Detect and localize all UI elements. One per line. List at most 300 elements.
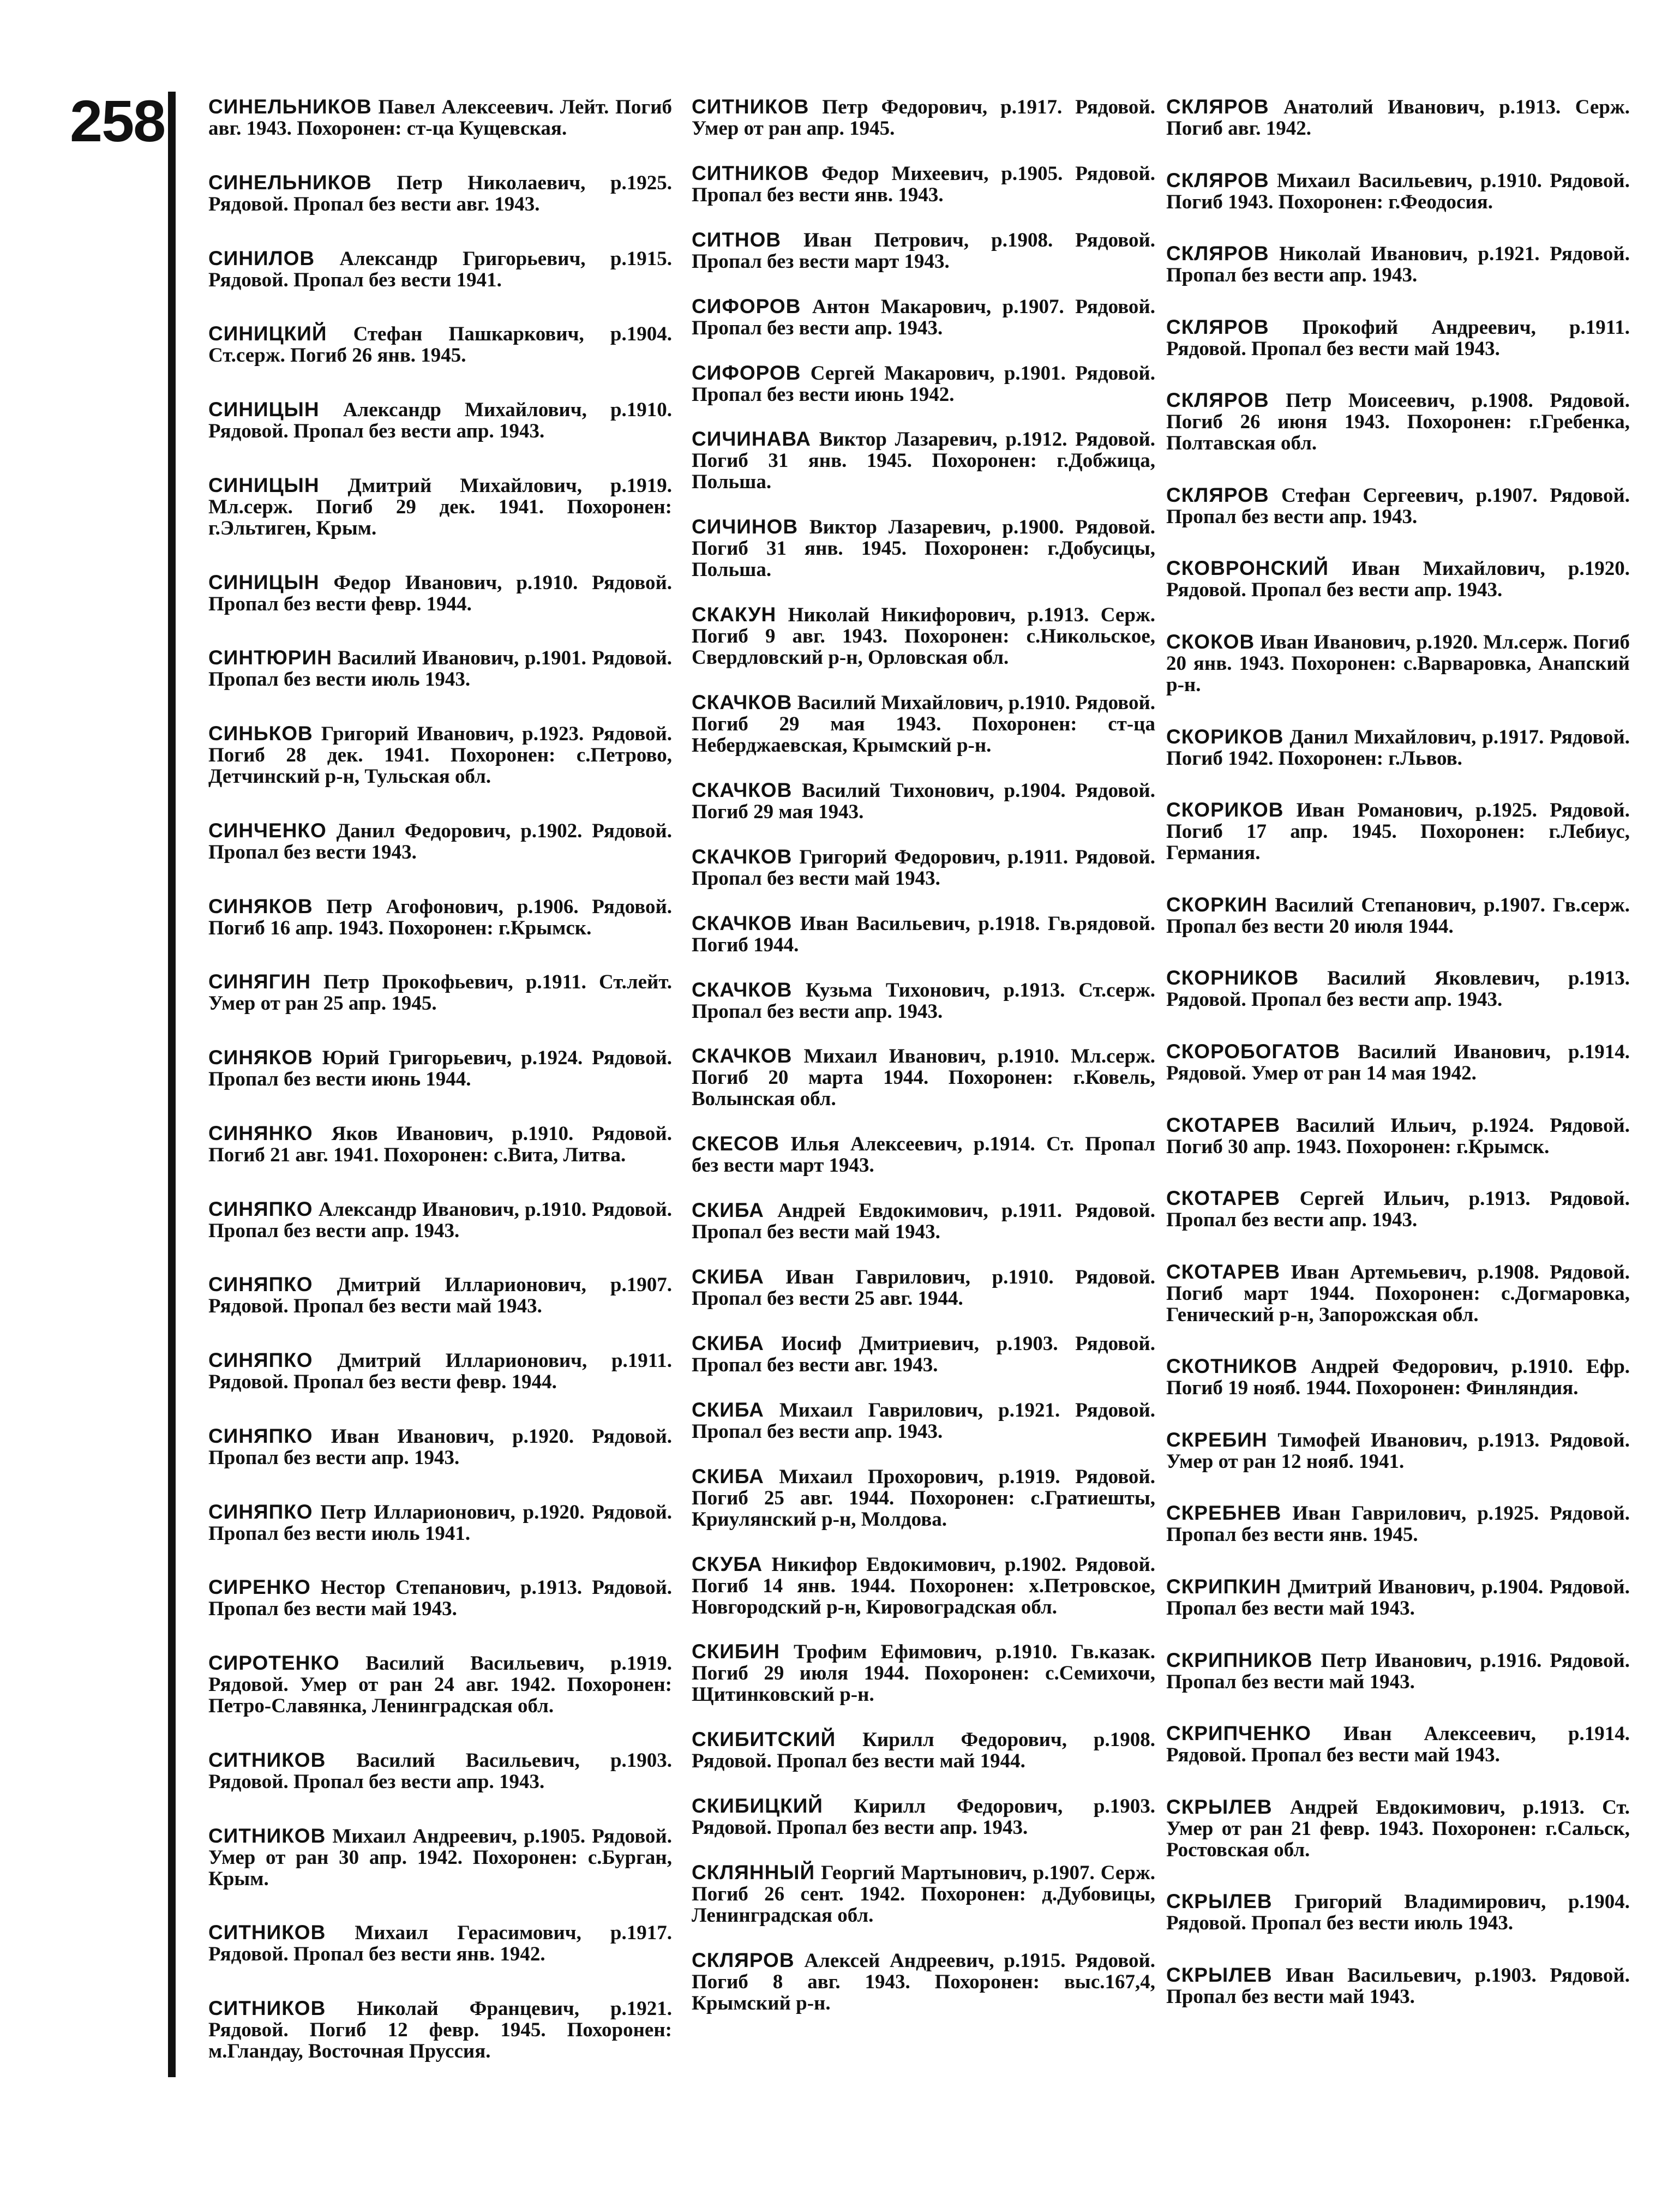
entry-given-name: Андрей Евдокимович, — [777, 1200, 988, 1222]
entry-surname: СКИБА — [692, 1398, 764, 1421]
entry-surname: СИТНИКОВ — [208, 1921, 326, 1944]
entry-details: р.1910. Ефр. Погиб 19 нояб. 1944. Похоронен: Финляндия. — [1166, 1356, 1630, 1400]
entry-surname: СКОТАРЕВ — [1166, 1187, 1281, 1210]
entry-details: р.1914. Ст. Пропал без вести март 1943. — [692, 1133, 1156, 1177]
entry-surname: СКРИПКИН — [1166, 1575, 1282, 1598]
entry — [692, 779, 1155, 823]
entry-surname: СКОРНИКОВ — [1166, 967, 1299, 989]
entry — [1166, 1576, 1630, 1619]
entry — [692, 1862, 1155, 1926]
entry-details: р.1908. Рядовой. Пропал без вести март 1943. — [692, 229, 1156, 273]
entry-given-name: Василий Иванович, — [1358, 1040, 1551, 1063]
entry-details: р.1910. Рядовой. Пропал без вести 25 авг. 1944. — [692, 1266, 1156, 1310]
entry-details: р.1910. Рядовой. Пропал без вести апр. 1943. — [208, 1198, 673, 1242]
entry-details: р.1913. Ст.серж. Пропал без вести апр. 1943. — [692, 979, 1156, 1023]
entry — [692, 96, 1155, 139]
entry-details: р.1904. Ст.серж. Погиб 26 янв. 1945. — [208, 323, 672, 367]
entry-given-name: Федор Михеевич, — [821, 162, 989, 185]
entry-surname: СКЛЯРОВ — [1166, 389, 1269, 412]
entry-given-name: Нестор Степанович, — [320, 1576, 511, 1599]
entry — [1166, 1429, 1630, 1472]
entry-given-name: Михаил Герасимович, — [355, 1922, 581, 1945]
entry-details: р.1915. Рядовой. Пропал без вести 1941. — [208, 247, 672, 291]
entry-given-name: Андрей Евдокимович, — [1289, 1796, 1505, 1819]
margin-rule — [168, 92, 176, 2077]
entry-details: р.1906. Рядовой. Погиб 16 апр. 1943. Похоронен: г.Крымск. — [208, 895, 673, 939]
entry-details: р.1925. Рядовой. Пропал без вести авг. 1943. — [208, 171, 673, 215]
entry-surname: СКЛЯННЫЙ — [692, 1861, 815, 1884]
entry-details: р.1911. Рядовой. Пропал без вести май 1943. — [692, 845, 1155, 890]
entry-surname: СКАКУН — [692, 603, 777, 626]
entry-given-name: Дмитрий Илларионович, — [337, 1350, 587, 1372]
entry — [208, 820, 672, 863]
entry-given-name: Василий Васильевич, — [365, 1652, 585, 1675]
entry — [692, 1045, 1155, 1110]
entry — [208, 1749, 672, 1792]
entry-surname: СКОКОВ — [1166, 631, 1255, 653]
entry-surname: СКОРКИН — [1166, 893, 1268, 916]
entry-given-name: Василий Михайлович, — [797, 692, 1004, 714]
entry-details: р.1919. Рядовой. Умер от ран 24 авг. 1942. Похоронен: Петро-Славянка, Ленинградская обл. — [208, 1652, 673, 1717]
entry — [208, 1425, 672, 1468]
entry — [692, 1399, 1155, 1442]
entry-details: р.1910. Рядовой. Погиб 21 авг. 1941. Похоронен: с.Вита, Литва. — [208, 1122, 672, 1166]
entry-given-name: Кирилл Федорович, — [862, 1729, 1067, 1752]
entry — [208, 1922, 672, 1965]
entry-surname: СИФОРОВ — [692, 295, 801, 317]
entry-given-name: Яков Иванович, — [331, 1122, 494, 1145]
entry-details: р.1920. Мл.серж. Погиб 20 янв. 1943. Похоронен: с.Варваровка, Анапский р-н. — [1166, 631, 1630, 697]
entry-details: р.1910. Рядовой. Пропал без вести февр. 1944. — [208, 571, 673, 615]
entry-given-name: Иосиф Дмитриевич, — [781, 1332, 979, 1355]
entry-given-name: Стефан Сергеевич, — [1281, 484, 1464, 507]
entry — [1166, 1041, 1630, 1084]
entry — [1166, 1188, 1630, 1231]
entry-details: р.1901. Рядовой. Пропал без вести июнь 1942. — [692, 362, 1155, 406]
entry — [208, 896, 672, 939]
entry-details: р.1903. Рядовой. Пропал без вести авг. 1943. — [692, 1332, 1155, 1376]
entry — [1166, 1964, 1630, 2007]
entry-surname: СКИБА — [692, 1332, 764, 1354]
entry-details: р.1920. Рядовой. Пропал без вести июль 1941. — [208, 1501, 673, 1545]
entry-details: р.1915. Рядовой. Погиб 8 авг. 1943. Похоронен: выс.167,4, Крымский р-н. — [692, 1949, 1156, 2014]
entry-surname: СИНЕЛЬНИКОВ — [208, 171, 372, 194]
entry-details: Лейт. Погиб авг. 1943. Похоронен: ст-ца Кущевская. — [208, 96, 673, 140]
entry-surname: СИНЯПКО — [208, 1349, 313, 1371]
entry-details: р.1913. Рядовой. Умер от ран 12 нояб. 1941. — [1166, 1429, 1630, 1473]
entry — [208, 1998, 672, 2062]
entry-details: р.1908. Рядовой. Погиб март 1944. Похоронен: с.Догмаровка, Генический р-н, Запорожская обл. — [1166, 1261, 1630, 1326]
entry-details: р.1902. Рядовой. Погиб 14 янв. 1944. Похоронен: х.Петровское, Новгородский р-н, Кировоградская обл. — [692, 1553, 1156, 1618]
entry — [1166, 1650, 1630, 1693]
entry — [1166, 1356, 1630, 1399]
entry-surname: СИТНИКОВ — [208, 1997, 326, 2019]
entry-surname: СКИБИЦКИЙ — [692, 1795, 823, 1818]
entry-given-name: Сергей Ильич, — [1299, 1188, 1450, 1210]
entry-given-name: Трофим Ефимович, — [794, 1641, 982, 1664]
entry-details: р.1913. Ст. Умер от ран 21 февр. 1943. Похоронен: г.Сальск, Ростовская обл. — [1166, 1796, 1630, 1861]
entry-surname: СИНТЮРИН — [208, 646, 332, 669]
entry-given-name: Тимофей Иванович, — [1277, 1429, 1468, 1452]
entry — [208, 1123, 672, 1166]
entry — [208, 323, 672, 366]
entry — [208, 971, 672, 1014]
entry — [692, 229, 1155, 272]
entry-surname: СКОТНИКОВ — [1166, 1355, 1298, 1378]
entry-details: р.1923. Рядовой. Погиб 28 дек. 1941. Похоронен: с.Петрово, Детчинский р-н, Тульская обл. — [208, 723, 673, 788]
entry — [1166, 1261, 1630, 1326]
entry-details: р.1924. Рядовой. Погиб 30 апр. 1943. Похоронен: г.Крымск. — [1166, 1114, 1630, 1158]
entry — [208, 1198, 672, 1242]
entry-given-name: Данил Михайлович, — [1289, 725, 1477, 748]
entry-surname: СКИБА — [692, 1465, 764, 1488]
entry-given-name: Илья Алексеевич, — [790, 1133, 963, 1156]
entry-given-name: Алексей Андреевич, — [804, 1949, 994, 1972]
entry-surname: СКУБА — [692, 1552, 763, 1575]
entry-details: р.1904. Рядовой. Пропал без вести май 1943. — [1166, 1575, 1630, 1620]
entry — [208, 723, 672, 787]
entry-given-name: Александр Михайлович, — [343, 399, 587, 421]
entry-given-name: Иван Гаврилович, — [1292, 1502, 1467, 1525]
entry-surname: СИНИЦЫН — [208, 571, 320, 593]
entry-given-name: Михаил Иванович, — [803, 1045, 986, 1068]
entry-surname: СКОВРОНСКИЙ — [1166, 557, 1329, 580]
entry-given-name: Дмитрий Илларионович, — [337, 1274, 586, 1297]
entry-given-name: Данил Федорович, — [336, 819, 511, 842]
entry-surname: СИЧИНОВ — [692, 515, 799, 538]
entry-given-name: Григорий Федорович, — [799, 845, 1000, 868]
entry-surname: СКЛЯРОВ — [1166, 242, 1269, 265]
entry-given-name: Василий Васильевич, — [356, 1749, 580, 1772]
entry-given-name: Анатолий Иванович, — [1283, 96, 1485, 118]
entry-given-name: Николай Никифорович, — [788, 604, 1016, 627]
entry-surname: СКЛЯРОВ — [1166, 315, 1269, 338]
entry-given-name: Михаил Гаврилович, — [779, 1399, 983, 1422]
entry-details: р.1913. Серж. Погиб 9 авг. 1943. Похоронен: с.Никольское, Свердловский р-н, Орловская обл. — [692, 604, 1156, 669]
entry — [208, 1825, 672, 1890]
entry-surname: СИНЧЕНКО — [208, 819, 327, 842]
entry-surname: СИНЯПКО — [208, 1197, 313, 1220]
entry-details: р.1911. Рядовой. Пропал без вести май 1943. — [1166, 316, 1630, 360]
entry-surname: СИНИЦЫН — [208, 473, 320, 496]
entry-surname: СИНЬКОВ — [208, 722, 313, 745]
entry-surname: СИНИЛОВ — [208, 247, 315, 269]
entry-details: р.1911. Рядовой. Пропал без вести май 1943. — [692, 1200, 1155, 1244]
entry-details: р.1900. Рядовой. Погиб 31 янв. 1945. Похоронен: г.Добусицы, Польша. — [692, 516, 1156, 581]
entry — [692, 913, 1155, 956]
entry-given-name: Сергей Макарович, — [810, 362, 995, 385]
entry — [1166, 726, 1630, 769]
entry-given-name: Иван Гаврилович, — [785, 1266, 970, 1288]
entry — [692, 296, 1155, 339]
entry — [692, 1795, 1155, 1838]
entry-given-name: Петр Моисеевич, — [1286, 389, 1455, 412]
entry-given-name: Федор Иванович, — [333, 571, 502, 594]
entry-surname: СКЛЯРОВ — [1166, 483, 1269, 506]
entry-surname: СКРЫЛЕВ — [1166, 1963, 1273, 1986]
entry-details: р.1921. Рядовой. Погиб 12 февр. 1945. Похоронен: м.Гландау, Восточная Пруссия. — [208, 1998, 673, 2062]
entry — [1166, 631, 1630, 695]
entry-given-name: Виктор Лазаревич, — [819, 428, 998, 451]
entry-given-name: Петр Федорович, — [822, 96, 988, 118]
entry-details: р.1917. Рядовой. Погиб 1942. Похоронен: г.Львов. — [1166, 725, 1630, 770]
entry-surname: СКРЕБИН — [1166, 1428, 1268, 1451]
entry-surname: СКИБИН — [692, 1640, 780, 1663]
entry-details: р.1908. Рядовой. Погиб 26 июня 1943. Похоронен: г.Гребенка, Полтавская обл. — [1166, 389, 1630, 455]
entry-given-name: Григорий Иванович, — [321, 723, 514, 745]
entry-surname: СКРЫЛЕВ — [1166, 1890, 1273, 1913]
entry-given-name: Александр Григорьевич, — [339, 247, 586, 270]
entry-details: р.1907. Серж. Погиб 26 сент. 1942. Похоронен: д.Дубовицы, Ленинградская обл. — [692, 1862, 1155, 1927]
entry-surname: СИНЯНКО — [208, 1122, 313, 1144]
entry-given-name: Петр Илларионович, — [320, 1501, 515, 1524]
entry-surname: СКОТАРЕВ — [1166, 1113, 1281, 1136]
entry-given-name: Николай Иванович, — [1279, 243, 1468, 266]
entry-surname: СИНЯПКО — [208, 1424, 313, 1447]
entry — [1166, 967, 1630, 1010]
entry-given-name: Василий Ильич, — [1296, 1114, 1457, 1137]
entry-details: р.1907. Рядовой. Пропал без вести май 1943. — [208, 1274, 672, 1318]
entry-details: р.1902. Рядовой. Пропал без вести 1943. — [208, 819, 672, 863]
entry-surname: СИТНИКОВ — [208, 1824, 326, 1847]
entry-given-name: Петр Николаевич, — [397, 171, 586, 194]
entry-surname: СКАЧКОВ — [692, 778, 793, 801]
entry — [692, 1554, 1155, 1618]
entry-given-name: Стефан Пашкаркович, — [353, 323, 584, 346]
entry-details: р.1905. Рядовой. Умер от ран 30 апр. 1942. Похоронен: с.Бурган, Крым. — [208, 1825, 672, 1890]
entry-given-name: Иван Артемьевич, — [1291, 1261, 1467, 1284]
entry — [1166, 316, 1630, 359]
entry-surname: СКАЧКОВ — [692, 845, 793, 868]
entry-given-name: Иван Петрович, — [803, 229, 969, 251]
entry — [692, 1333, 1155, 1376]
entry-details: р.1910. Гв.казак. Погиб 29 июля 1944. Похоронен: с.Семихочи, Щитинковский р-н. — [692, 1641, 1156, 1706]
entry-surname: СКРЕБНЕВ — [1166, 1502, 1282, 1525]
entry-details: р.1913. Рядовой. Пропал без вести апр. 1943. — [1166, 967, 1630, 1011]
entry-surname: СКРЫЛЕВ — [1166, 1795, 1273, 1818]
entry-details: р.1919. Мл.серж. Погиб 29 дек. 1941. Похоронен: г.Эльтиген, Крым. — [208, 474, 672, 539]
entry — [692, 846, 1155, 889]
entry-given-name: Василий Иванович, — [338, 647, 519, 670]
entry — [692, 1466, 1155, 1530]
entry-given-name: Иван Иванович, — [1260, 631, 1411, 654]
entry — [208, 172, 672, 215]
entry-details: р.1912. Рядовой. Погиб 31 янв. 1945. Похоронен: г.Добжица, Польша. — [692, 428, 1156, 494]
entry-surname: СКИБА — [692, 1199, 764, 1222]
entry-details: р.1913. Рядовой. Пропал без вести май 1943. — [208, 1576, 673, 1621]
entry-details: р.1911. Рядовой. Пропал без вести февр. 1944. — [208, 1350, 673, 1393]
entry-given-name: Иван Романович, — [1296, 799, 1463, 822]
entry — [1166, 1723, 1630, 1766]
entry — [692, 1729, 1155, 1772]
entry-details: р.1911. Ст.лейт. Умер от ран 25 апр. 1945. — [208, 971, 672, 1015]
entry-given-name: Михаил Васильевич, — [1276, 169, 1473, 192]
entry-given-name: Иван Михайлович, — [1352, 557, 1545, 580]
entry-details: р.1916. Рядовой. Пропал без вести май 1943. — [1166, 1649, 1630, 1693]
entry-details: р.1904. Рядовой. Погиб 29 мая 1943. — [692, 779, 1155, 823]
entry — [1166, 96, 1630, 139]
entry-details: р.1917. Рядовой. Пропал без вести янв. 1942. — [208, 1922, 672, 1966]
entry-given-name: Василий Яковлевич, — [1327, 967, 1540, 990]
entry — [208, 1501, 672, 1544]
entry — [208, 1274, 672, 1317]
entry-details: р.1914. Рядовой. Пропал без вести май 1943. — [1166, 1723, 1630, 1767]
entry-surname: СИРОТЕНКО — [208, 1652, 340, 1674]
entry-surname: СКЛЯРОВ — [1166, 95, 1269, 118]
entry — [1166, 894, 1630, 937]
entry-surname: СИНЯПКО — [208, 1500, 313, 1523]
entry — [1166, 1502, 1630, 1545]
entry-given-name: Петр Иванович, — [1321, 1649, 1472, 1672]
entry-given-name: Василий Тихонович, — [801, 779, 994, 802]
entry — [692, 604, 1155, 668]
entry-given-name: Михаил Прохорович, — [779, 1465, 983, 1488]
entry-surname: СКОРИКОВ — [1166, 799, 1284, 821]
entry-details: р.1924. Рядовой. Пропал без вести июнь 1944. — [208, 1047, 673, 1090]
entry-given-name: Кузьма Тихонович, — [805, 979, 990, 1001]
entry-details: р.1913. Рядовой. Пропал без вести апр. 1943. — [1166, 1188, 1630, 1232]
entry-given-name: Павел Алексеевич. — [378, 96, 554, 118]
entry — [208, 1350, 672, 1393]
entry-surname: СИНЯГИН — [208, 970, 311, 993]
entry-given-name: Иван Иванович, — [331, 1425, 494, 1448]
entry — [692, 1950, 1155, 2014]
entry-details: р.1910. Рядовой. Пропал без вести апр. 1943. — [208, 399, 673, 442]
entry — [208, 399, 672, 442]
page-number: 258 — [70, 88, 165, 154]
entry — [692, 1133, 1155, 1176]
entry-given-name: Иван Васильевич, — [800, 912, 970, 935]
entry — [1166, 1796, 1630, 1861]
entry — [208, 1652, 672, 1717]
entry-given-name: Виктор Лазаревич, — [809, 516, 991, 539]
entry-details: р.1903. Рядовой. Пропал без вести май 1943. — [1166, 1964, 1630, 2008]
entry-details: р.1920. Рядовой. Пропал без вести апр. 1943. — [208, 1425, 673, 1469]
entry-details: р.1914. Рядовой. Умер от ран 14 мая 1942. — [1166, 1040, 1630, 1084]
entry-given-name: Василий Степанович, — [1275, 893, 1477, 916]
entry-details: р.1903. Рядовой. Пропал без вести апр. 1943. — [208, 1749, 673, 1793]
entry-details: р.1913. Серж. Погиб авг. 1942. — [1166, 96, 1630, 140]
entry — [692, 979, 1155, 1022]
entry-surname: СИЧИНАВА — [692, 428, 811, 451]
column-1 — [208, 96, 672, 2062]
entry-surname: СКИБИТСКИЙ — [692, 1728, 836, 1751]
entry-surname: СИНЯКОВ — [208, 895, 313, 917]
entry-details: р.1921. Рядовой. Пропал без вести апр. 1943. — [692, 1399, 1156, 1443]
column-3 — [1166, 96, 1630, 2007]
entry — [1166, 799, 1630, 863]
entry-given-name: Григорий Владимирович, — [1294, 1891, 1546, 1914]
entry — [1166, 243, 1630, 286]
entry-surname: СИНИЦКИЙ — [208, 322, 327, 345]
entry-surname: СКОРОБОГАТОВ — [1166, 1040, 1341, 1063]
entry-details: р.1910. Рядовой. Погиб 1943. Похоронен: г.Феодосия. — [1166, 169, 1630, 213]
entry-details: р.1905. Рядовой. Пропал без вести янв. 1943. — [692, 162, 1155, 206]
entry-details: р.1903. Рядовой. Пропал без вести апр. 1943. — [692, 1795, 1155, 1839]
entry-surname: СКРИПНИКОВ — [1166, 1648, 1313, 1671]
entry — [1166, 557, 1630, 601]
entry — [692, 516, 1155, 580]
entry — [208, 1576, 672, 1620]
entry-given-name: Петр Прокофьевич, — [323, 971, 513, 994]
entry — [692, 163, 1155, 206]
entry-given-name: Петр Агофонович, — [326, 895, 503, 918]
entry — [208, 1047, 672, 1090]
entry — [208, 248, 672, 291]
entry-surname: СИТНИКОВ — [692, 95, 809, 118]
entry-surname: СКАЧКОВ — [692, 1045, 793, 1067]
entry-given-name: Прокофий Андреевич, — [1302, 316, 1536, 339]
entry-surname: СИРЕНКО — [208, 1576, 311, 1599]
entry-given-name: Иван Васильевич, — [1286, 1964, 1462, 1987]
entry-given-name: Дмитрий Иванович, — [1288, 1575, 1475, 1598]
entry-surname: СИНЕЛЬНИКОВ — [208, 95, 372, 118]
entry-details: р.1908. Рядовой. Пропал без вести май 1944. — [692, 1729, 1155, 1773]
entry-details: р.1910. Рядовой. Погиб 29 мая 1943. Похоронен: ст-ца Неберджаевская, Крымский р-н. — [692, 692, 1156, 757]
entry-surname: СИТНОВ — [692, 228, 782, 251]
entry-given-name: Антон Макарович, — [812, 295, 992, 318]
entry-surname: СИНИЦЫН — [208, 398, 320, 421]
entry-given-name: Георгий Мартынович, — [821, 1862, 1027, 1884]
entry-surname: СКЛЯРОВ — [692, 1948, 795, 1971]
entry-details: р.1919. Рядовой. Погиб 25 авг. 1944. Похоронен: с.Гратиешты, Криулянский р-н, Молдова. — [692, 1465, 1155, 1531]
entry — [208, 647, 672, 690]
entry-details: р.1904. Рядовой. Пропал без вести июль 1943. — [1166, 1891, 1630, 1935]
entry-surname: СКЕСОВ — [692, 1132, 780, 1155]
entry — [208, 475, 672, 539]
entry — [208, 572, 672, 615]
entry-details: р.1907. Рядовой. Пропал без вести апр. 1943. — [692, 295, 1155, 339]
entry-surname: СИНЯКОВ — [208, 1046, 313, 1069]
entry-details: р.1901. Рядовой. Пропал без вести июль 1943. — [208, 647, 673, 691]
entry-details: р.1925. Рядовой. Пропал без вести янв. 1945. — [1166, 1502, 1630, 1546]
entry — [1166, 1891, 1630, 1934]
entry — [1166, 484, 1630, 527]
entry — [208, 96, 672, 139]
entry-surname: СИНЯПКО — [208, 1273, 313, 1296]
entry-surname: СИТНИКОВ — [692, 161, 809, 184]
entry-surname: СКАЧКОВ — [692, 691, 793, 713]
entry — [692, 428, 1155, 493]
entry-surname: СКАЧКОВ — [692, 911, 793, 934]
column-2 — [692, 96, 1155, 2014]
entry-details: р.1907. Гв.серж. Пропал без вести 20 июля 1944. — [1166, 893, 1630, 938]
entry-given-name: Михаил Андреевич, — [332, 1825, 517, 1848]
entry-details: р.1910. Мл.серж. Погиб 20 марта 1944. Похоронен: г.Ковель, Волынская обл. — [692, 1045, 1156, 1111]
entry-details: р.1920. Рядовой. Пропал без вести апр. 1943. — [1166, 557, 1630, 602]
entry-given-name: Николай Францевич, — [357, 1998, 580, 2020]
entry-surname: СКОТАРЕВ — [1166, 1260, 1281, 1283]
entry — [692, 1200, 1155, 1243]
entry-given-name: Юрий Григорьевич, — [322, 1047, 512, 1069]
entry — [1166, 389, 1630, 454]
entry-surname: СКАЧКОВ — [692, 978, 793, 1001]
entry-details: р.1921. Рядовой. Пропал без вести апр. 1943. — [1166, 243, 1630, 287]
entry-given-name: Андрей Федорович, — [1311, 1356, 1498, 1378]
entry — [692, 1641, 1155, 1705]
entry-given-name: Дмитрий Михайлович, — [347, 474, 583, 497]
entry — [692, 1266, 1155, 1309]
entry-surname: СИФОРОВ — [692, 361, 801, 384]
entry — [692, 362, 1155, 405]
entry-surname: СКЛЯРОВ — [1166, 169, 1269, 191]
entry-surname: СИТНИКОВ — [208, 1748, 326, 1771]
entry-given-name: Александр Иванович, — [318, 1198, 519, 1221]
entry-surname: СКОРИКОВ — [1166, 725, 1284, 748]
entry-details: р.1917. Рядовой. Умер от ран апр. 1945. — [692, 96, 1155, 140]
entry-details: р.1918. Гв.рядовой. Погиб 1944. — [692, 912, 1156, 956]
entry — [1166, 170, 1630, 213]
